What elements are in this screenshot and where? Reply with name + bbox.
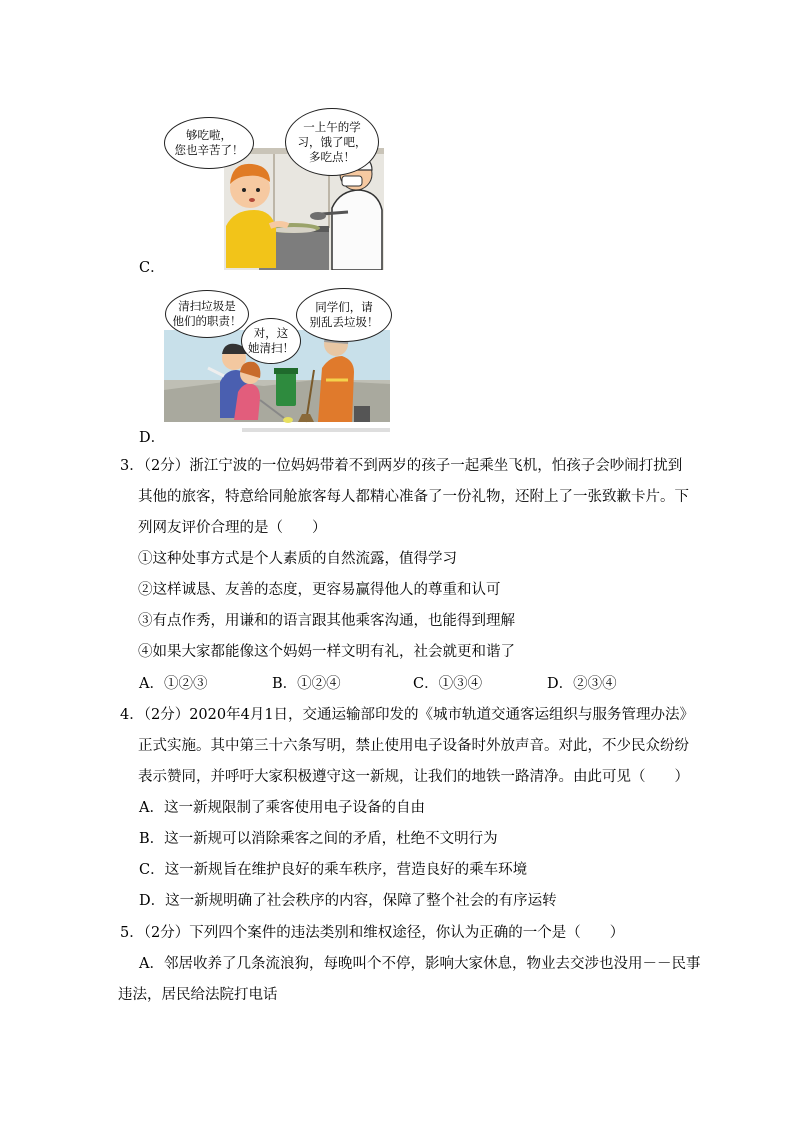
question-3-statement-1: ①这种处事方式是个人素质的自然流露，值得学习 <box>138 551 457 567</box>
question-3-choice-c: C．①③④ <box>413 676 483 692</box>
option-c-label: C． <box>139 260 165 276</box>
option-d-label: D． <box>139 430 166 446</box>
question-3-choice-d: D．②③④ <box>547 676 617 692</box>
question-4-stem-line-2: 正式实施。其中第三十六条写明，禁止使用电子设备时外放声音。对此，不少民众纷纷 <box>138 738 689 754</box>
speech-bubble-cook: 一上午的学 习，饿了吧， 多吃点！ <box>285 108 379 176</box>
speech-bubble-girl: 对，这 她清扫！ <box>241 318 301 364</box>
question-4-option-c: C．这一新规旨在维护良好的乘车秩序，营造良好的乘车环境 <box>139 862 528 878</box>
question-3-choice-a: A．①②③ <box>139 676 208 692</box>
speech-bubble-student: 够吃啦， 您也辛苦了！ <box>164 117 254 169</box>
question-4-stem-line-1: 4．（2分）2020年4月1日，交通运输部印发的《城市轨道交通客运组织与服务管理办法》 <box>120 707 695 723</box>
question-3-stem-line-3: 列网友评价合理的是（ ） <box>138 520 327 536</box>
question-5-option-a-line-2: 违法，居民给法院打电话 <box>118 987 278 1003</box>
question-3-stem-line-1: 3．（2分）浙江宁波的一位妈妈带着不到两岁的孩子一起乘坐飞机，怕孩子会吵闹打扰到 <box>120 458 683 474</box>
question-5-option-a-line-1: A．邻居收养了几条流浪狗，每晚叫个不停，影响大家休息，物业去交涉也没用－－民事 <box>139 956 701 972</box>
speech-bubble-boy: 清扫垃圾是 他们的职责！ <box>165 290 249 338</box>
question-4-option-d: D．这一新规明确了社会秩序的内容，保障了整个社会的有序运转 <box>139 893 557 909</box>
question-3-statement-3: ③有点作秀，用谦和的语言跟其他乘客沟通，也能得到理解 <box>138 613 515 629</box>
question-5-stem-line-1: 5．（2分）下列四个案件的违法类别和维权途径，你认为正确的一个是（ ） <box>120 925 625 941</box>
question-3-statement-4: ④如果大家都能像这个妈妈一样文明有礼，社会就更和谐了 <box>138 644 515 660</box>
question-4-option-a: A．这一新规限制了乘客使用电子设备的自由 <box>139 800 425 816</box>
question-4-option-b: B．这一新规可以消除乘客之间的矛盾，杜绝不文明行为 <box>139 831 498 847</box>
question-3-statement-2: ②这样诚恳、友善的态度，更容易赢得他人的尊重和认可 <box>138 582 501 598</box>
question-3-stem-line-2: 其他的旅客，特意给同舱旅客每人都精心准备了一份礼物，还附上了一张致歉卡片。下 <box>138 489 689 505</box>
speech-bubble-cleaner: 同学们，请 别乱丢垃圾！ <box>296 288 392 342</box>
question-3-choice-b: B．①②④ <box>272 676 341 692</box>
question-4-stem-line-3: 表示赞同，并呼吁大家积极遵守这一新规，让我们的地铁一路清净。由此可见（ ） <box>138 769 689 785</box>
